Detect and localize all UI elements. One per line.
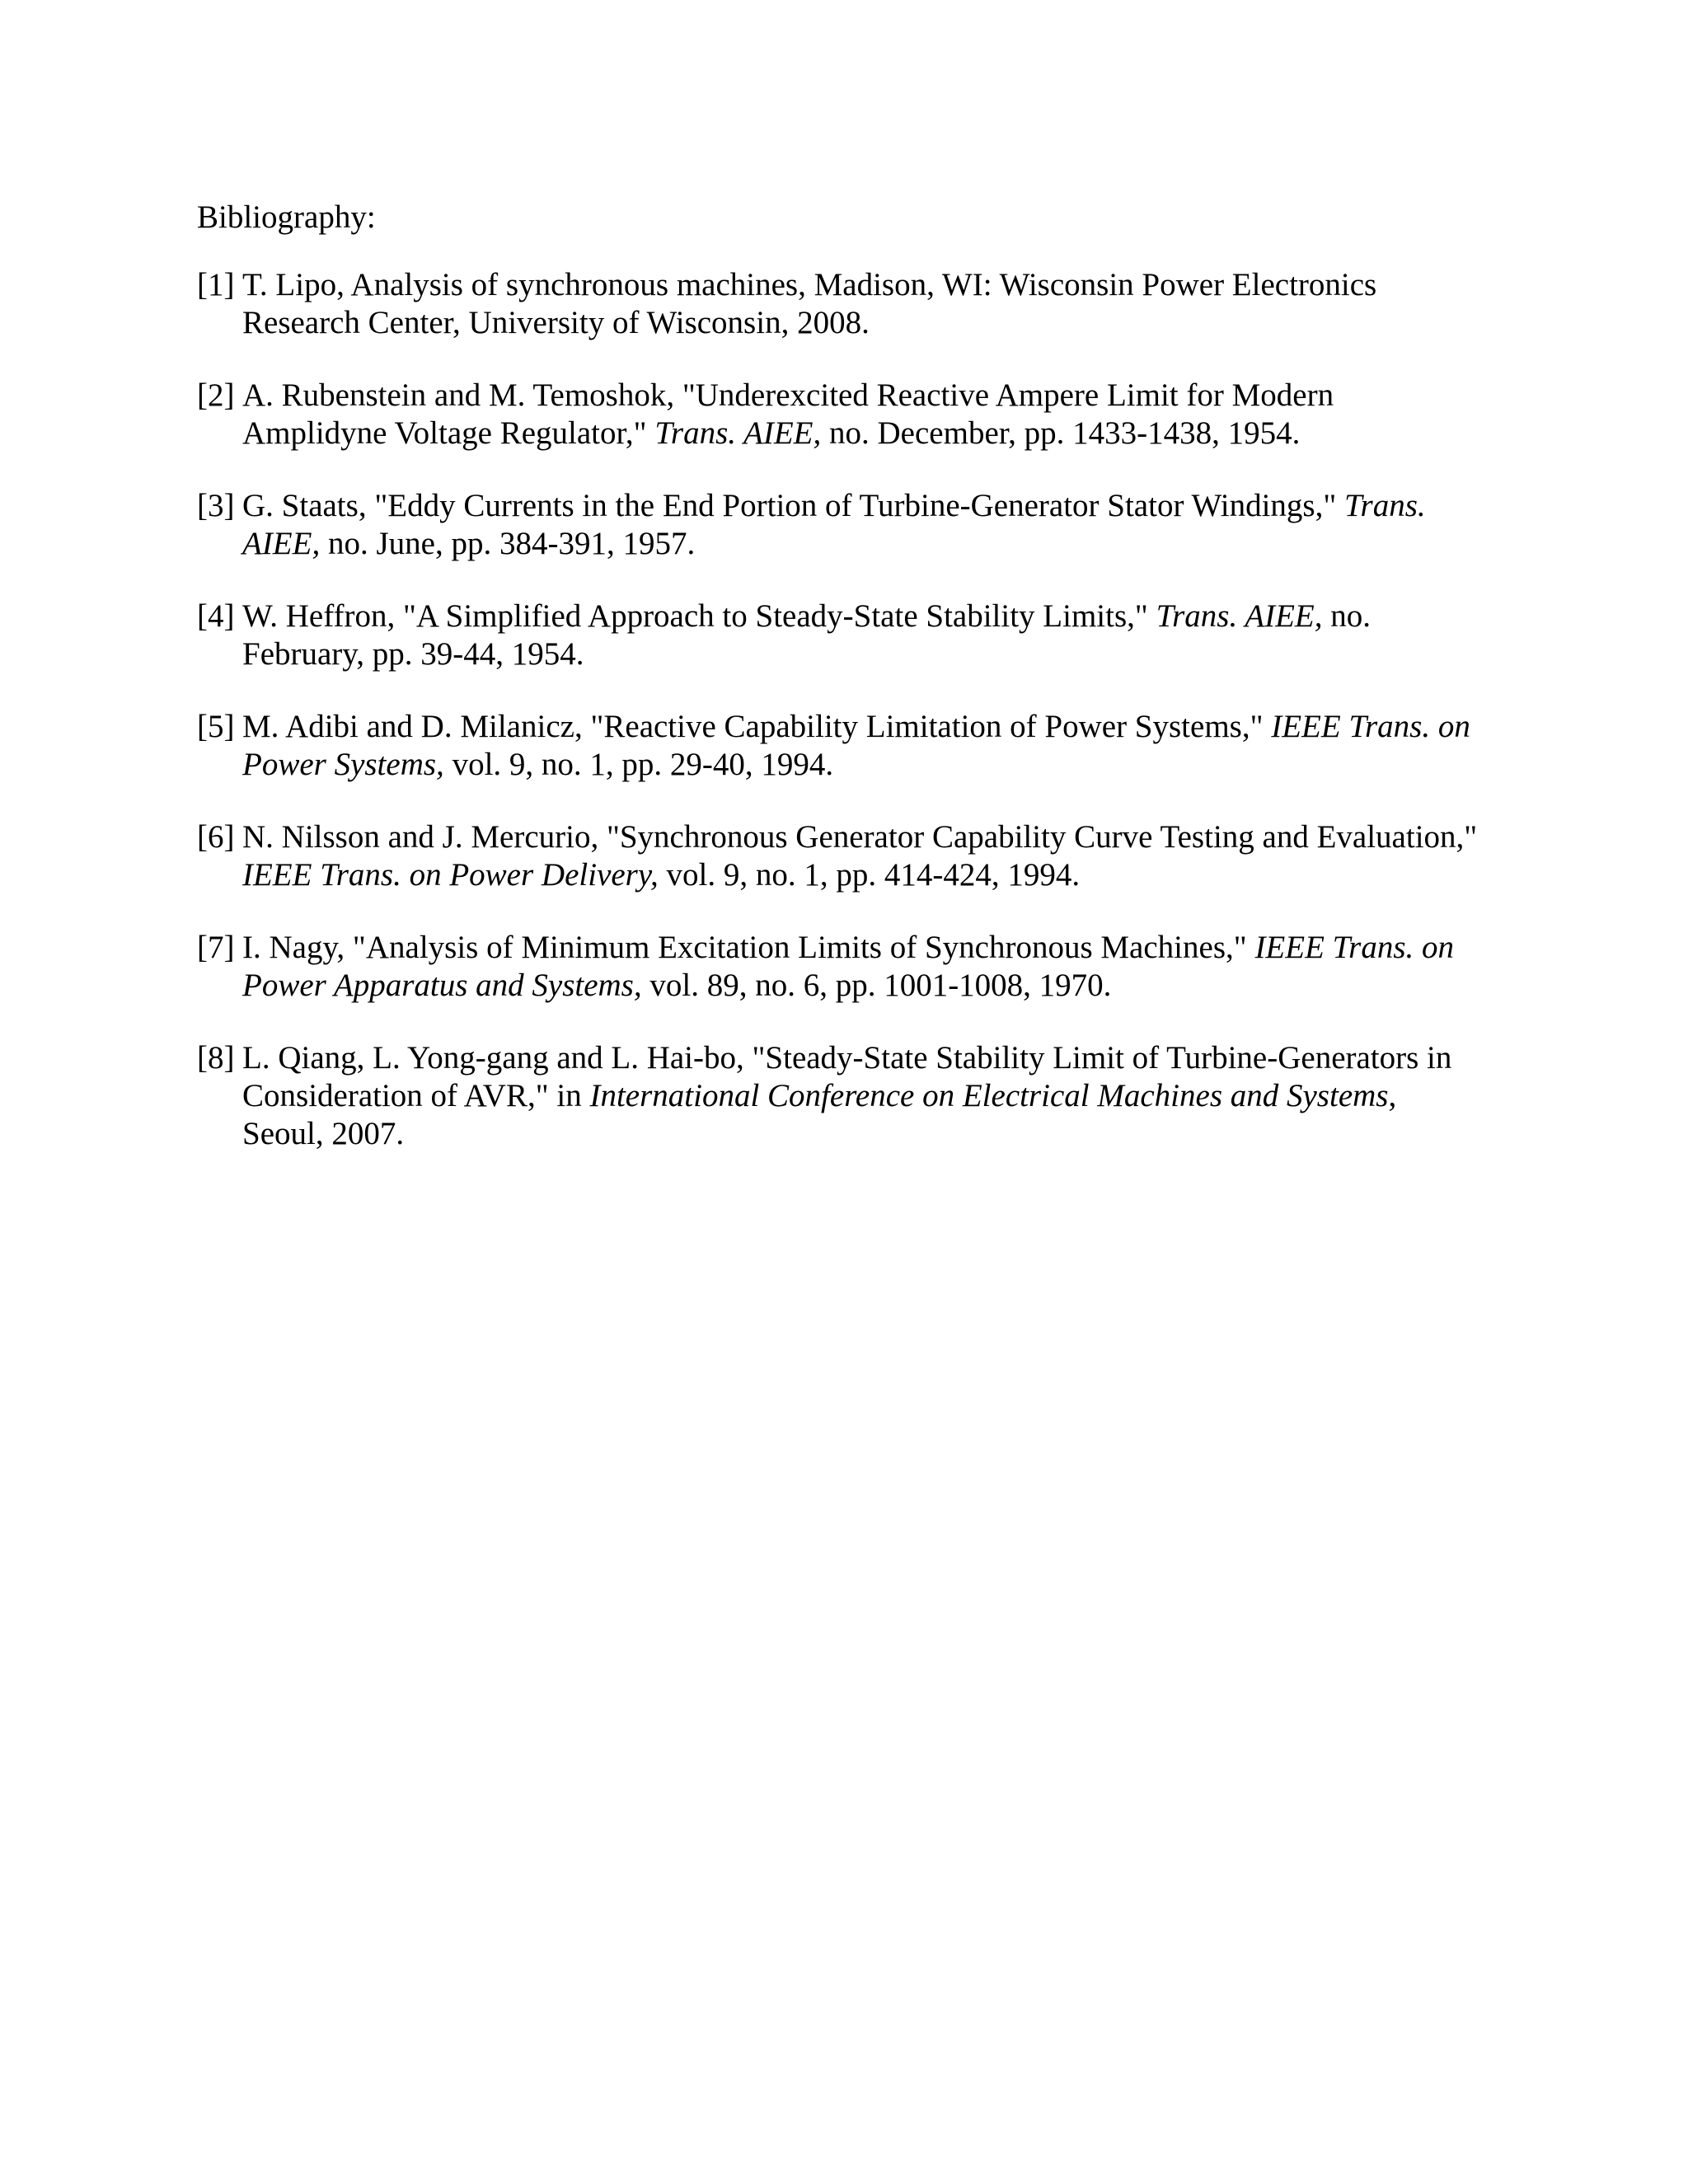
reference-venue: Trans. AIEE, — [1156, 598, 1323, 634]
reference-venue: International Conference on Electrical Machines and Systems — [589, 1078, 1389, 1113]
reference-number: [4] — [197, 598, 235, 634]
reference-venue: IEEE Trans. on Power Systems, — [242, 709, 1470, 782]
reference-authors-title: T. Lipo, Analysis of synchronous machines, Madison, WI: Wisconsin Power Electronics Research Center, University of Wisconsin, 2008. — [242, 267, 1377, 340]
reference-authors-title: L. Qiang, L. Yong-gang and L. Hai-bo, "Steady-State Stability Limit of Turbine-Generators in Consideration of AVR," in — [242, 1040, 1452, 1113]
reference-authors-title: W. Heffron, "A Simplified Approach to Steady-State Stability Limits," — [242, 598, 1156, 634]
reference-details: no. February, pp. 39-44, 1954. — [242, 598, 1371, 672]
reference-number: [5] — [197, 709, 235, 744]
reference-number: [3] — [197, 488, 235, 523]
reference-venue: Trans. AIEE, — [242, 488, 1426, 561]
reference-list — [197, 266, 1483, 1188]
reference-text — [242, 377, 1483, 452]
reference-item — [197, 487, 1483, 563]
reference-venue: IEEE Trans. on Power Delivery, — [242, 857, 659, 893]
reference-text — [242, 929, 1483, 1005]
reference-details: no. June, pp. 384-391, 1957. — [320, 526, 696, 561]
bibliography-heading: Bibliography: — [197, 199, 376, 235]
reference-item — [197, 1039, 1483, 1153]
reference-number: [8] — [197, 1040, 235, 1076]
reference-item — [197, 377, 1483, 452]
reference-number: [7] — [197, 930, 235, 965]
reference-text — [242, 818, 1483, 894]
reference-text — [242, 1039, 1483, 1153]
reference-authors-title: A. Rubenstein and M. Temoshok, "Underexcited Reactive Ampere Limit for Modern Amplidyne Voltage Regulator," — [242, 377, 1334, 451]
reference-item — [197, 708, 1483, 784]
reference-authors-title: N. Nilsson and J. Mercurio, "Synchronous Generator Capability Curve Testing and Evaluation," — [242, 819, 1478, 855]
reference-number: [2] — [197, 377, 235, 413]
reference-authors-title: G. Staats, "Eddy Currents in the End Portion of Turbine-Generator Stator Windings," — [242, 488, 1345, 523]
reference-text — [242, 266, 1483, 342]
reference-authors-title: I. Nagy, "Analysis of Minimum Excitation Limits of Synchronous Machines," — [242, 930, 1255, 965]
reference-details: vol. 89, no. 6, pp. 1001-1008, 1970. — [641, 968, 1112, 1003]
reference-details: , Seoul, 2007. — [242, 1078, 1397, 1151]
reference-text — [242, 487, 1483, 563]
reference-details: no. December, pp. 1433-1438, 1954. — [821, 415, 1301, 451]
reference-venue: IEEE Trans. on Power Apparatus and Systems, — [242, 930, 1455, 1003]
reference-item — [197, 598, 1483, 673]
reference-details: vol. 9, no. 1, pp. 414-424, 1994. — [658, 857, 1081, 893]
reference-authors-title: M. Adibi and D. Milanicz, "Reactive Capability Limitation of Power Systems," — [242, 709, 1272, 744]
reference-venue: Trans. AIEE, — [654, 415, 822, 451]
reference-text — [242, 708, 1483, 784]
reference-details: vol. 9, no. 1, pp. 29-40, 1994. — [443, 747, 834, 782]
reference-item — [197, 818, 1483, 894]
reference-text — [242, 598, 1483, 673]
reference-number: [6] — [197, 819, 235, 855]
reference-item — [197, 266, 1483, 342]
reference-item — [197, 929, 1483, 1005]
reference-number: [1] — [197, 267, 235, 302]
